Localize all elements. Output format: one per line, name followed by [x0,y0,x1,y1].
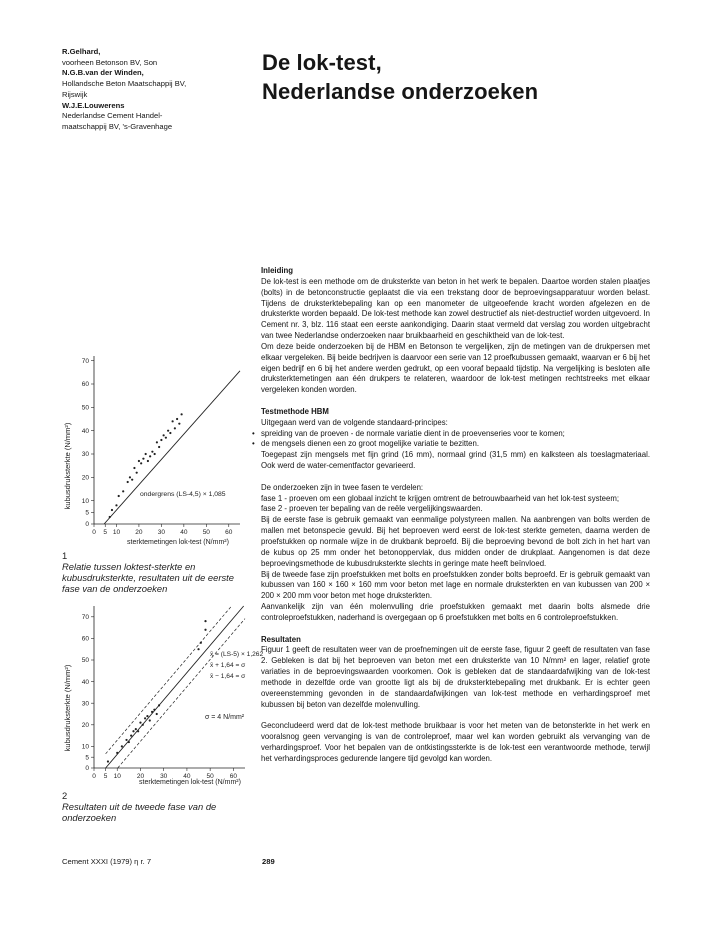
x-tick-label: 10 [113,773,121,780]
data-point [121,745,123,747]
data-point [181,413,183,415]
data-point [172,420,174,422]
data-point [140,462,142,464]
author-affiliation: maatschappij BV, 's-Gravenhage [62,121,173,131]
data-point [111,509,113,511]
figure-2-ylabel: kubusdruksterkte (N/mm²) [63,664,72,752]
section-heading-resultaten: Resultaten [261,634,301,644]
x-tick-label: 10 [112,529,121,536]
figure-2-sigma: σ = 4 N/mm² [205,714,245,721]
data-point [129,476,131,478]
paragraph: fase 2 - proeven ter bepaling van de reële vergelijkingswaarden. [261,504,483,514]
regression-line [104,371,240,524]
paragraph: De onderzoeken zijn in twee fasen te verdelen: [261,482,424,492]
data-point [149,455,151,457]
author-name: W.J.E.Louwerens [62,100,125,110]
bullet-item: • de mengsels dienen een zo groot mogelijke variatie te bezitten. [261,439,650,450]
data-point [136,472,138,474]
figure-1-caption: 1 Relatie tussen loktest-sterkte en kubusdruksterkte, resultaten uit de eerste fase van de onderzoeken [62,550,234,594]
x-tick-label: 0 [92,529,96,536]
y-tick-label: 5 [85,509,89,517]
y-tick-label: 30 [81,700,89,708]
paragraph: Bij de tweede fase zijn proefstukken met bolts en proefstukken zonder bolts beproefd. Er is gebruik gemaakt van kubussen van 160 × 160 × 160 mm voor beton met lage en normale druksterkten en van kubussen van 200 × 200 × 200 mm voor beton met hoge druksterkten. [261,569,650,601]
y-tick-label: 70 [81,357,89,365]
data-point [118,495,120,497]
figure-2-caption: 2 Resultaten uit de tweede fase van de onderzoeken [62,790,217,823]
data-point [156,713,158,715]
section-heading-inleiding: Inleiding [261,266,294,275]
y-tick-label: 60 [81,381,89,389]
title-line-1: De lok-test, [262,50,382,75]
author-affiliation: Hollandsche Beton Maatschappij BV, [62,79,187,89]
y-tick-label: 70 [81,614,89,621]
data-point [153,709,155,711]
paragraph: Figuur 1 geeft de resultaten weer van de proefnemingen uit de eerste fase, figuur 2 geeft de resultaten van fase 2. Gebleken is dat bij het beproeven van beton met een druksterkte van 10 N/mm² en lager, relatief grote variaties in de beproevingswaarden voorkomen. Ook is gebleken dat de standaardafwijking van de lok-test methode in dezelfde orde van grootte ligt als bij de druksterktebepaling met drukbank. Er is echter geen overeenstemming gevonden in de standaardafwijkingen van lok-test methode en verhardingsproef met kubussen bij beton van dezelfde molenvulling. [261,645,650,709]
x-tick-label: 0 [92,773,96,780]
author-affiliation: Nederlandse Cement Handel- [62,111,163,121]
page-number: 289 [262,857,275,866]
y-tick-label: 10 [81,497,89,505]
data-point [132,730,134,732]
data-point [128,741,130,743]
y-tick-label: 10 [81,743,89,751]
figure-2-chart [60,598,264,790]
data-point [115,504,117,506]
data-point [137,730,139,732]
author-affiliation: Rijswijk [62,89,88,99]
figure-number: 1 [62,550,68,561]
y-tick-label: 60 [81,635,89,643]
figure-1-ylabel: kubusdruksterkte (N/mm²) [63,422,72,510]
data-point [178,423,180,425]
y-tick-label: 5 [85,754,89,762]
author-affiliation: voorheen Betonson BV, Son [62,57,158,67]
data-point [176,418,178,420]
y-tick-label: 40 [81,678,89,686]
regression-line [118,619,245,768]
data-point [107,760,109,762]
x-tick-label: 20 [136,773,145,780]
data-point [127,481,129,483]
data-point [147,460,149,462]
data-point [135,728,137,730]
x-tick-label: 40 [183,773,191,780]
x-tick-label: 20 [135,529,143,536]
paragraph: fase 1 - proeven om een globaal inzicht te krijgen omtrent de betrouwbaarheid van het lok-test systeem; [261,493,619,503]
data-point [109,516,111,518]
x-tick-label: 30 [160,773,168,780]
paragraph: Toegepast zijn mengsels met fijn grind (16 mm), normaal grind (31,5 mm) en kalksteen als toeslagmateriaal. Ook werd de water-cementfactor gevarieerd. [261,450,650,471]
data-point [204,629,206,631]
figure-number: 2 [62,790,68,801]
data-point [154,453,156,455]
figure-2-legend-item: x̄ − 1,64 = σ [210,673,246,680]
author-name: N.G.B.van der Winden, [62,68,144,78]
data-point [197,648,199,650]
regression-line [106,606,244,768]
paragraph: Om deze beide onderzoeken bij de HBM en Betonson te vergelijken, zijn de metingen van de drukpersen met elkaar vergeleken. Bij beide bedrijven is daarvoor een serie van 12 proefkubussen gemaakt, waarvan er 6 bij het eigen bedrijf en 6 bij het andere werden gedrukt, op een vooraf bepaald tijdstip. Na vergelijking is besloten alle druksterktemetingen aan één drukpers te relateren, waardoor de lok-test metingen rechtstreeks met elkaar vergeleken konden worden. [261,341,650,395]
data-point [156,441,158,443]
body-column [261,266,650,765]
x-tick-label: 50 [202,529,210,536]
data-point [116,752,118,754]
paragraph: De lok-test is een methode om de druksterkte van beton in het werk te bepalen. Daartoe worden stalen plaatjes (bolts) in de betonconstructie geplaatst die via een trekstang door de beproevingsapparatuur worden belast. Tijdens de druksterktebepaling kan op een manometer de uitgeoefende kracht worden afgelezen en de druksterkte worden bepaald. De lok-test methode kan zowel destructief als niet-destructief worden uitgevoerd. In Cement nr. 3, blz. 116 staat een eerste aankondiging. Daarin staat vermeld dat verslag zou worden uitgebracht van twee Nederlandse onderzoeken naar bruikbaarheid en geschiktheid van de lok-test. [261,276,650,341]
data-point [167,430,169,432]
data-point [165,437,167,439]
data-point [204,620,206,622]
data-point [160,439,162,441]
x-tick-label: 50 [206,773,214,780]
data-point [144,717,146,719]
data-point [139,722,141,724]
y-tick-label: 50 [81,404,89,412]
x-tick-label: 5 [103,529,108,536]
data-point [130,735,132,737]
data-point [200,642,202,644]
paragraph: Geconcludeerd werd dat de lok-test methode bruikbaar is voor het meten van de betonsterkte in het werk en vooralsnog geen vervanging is van de controleproef, maar wel kan worden gebruikt als vervanging van de verhardingsproef. Voor het bepalen van de ontkistingssterkte is de lok-test een verantwoorde methode, terwijl het verhardingsproces gedurende langere tijd gevolgd kan worden. [261,721,650,763]
paragraph: Uitgegaan werd van de volgende standaard-principes: [261,417,448,427]
data-point [142,458,144,460]
data-point [151,451,153,453]
paragraph: Aanvankelijk zijn van één molenvulling drie proefstukken gemaakt met daarin bolts alsmede drie controleproefstukken, naderhand is overgegaan op 6 proefstukken met bolts en 6 controleproefstukken. [261,602,650,622]
y-tick-label: 0 [85,765,89,773]
y-tick-label: 20 [81,722,89,729]
section-heading-testmethode: Testmethode HBM [261,406,329,416]
x-tick-label: 40 [180,529,188,536]
data-point [174,427,176,429]
data-point [125,739,127,741]
figure-2-legend-item: x̄ = (LS-5) × 1,262 [210,651,264,658]
x-tick-label: 60 [229,773,238,780]
x-tick-label: 60 [225,529,233,536]
figure-2-xlabel: sterktemetingen lok-test (N/mm²) [139,779,241,786]
data-point [169,432,171,434]
data-point [131,479,133,481]
data-point [163,434,165,436]
data-point [145,453,147,455]
x-tick-label: 30 [157,529,166,536]
data-point [142,724,144,726]
author-block [62,47,242,133]
data-point [158,446,160,448]
y-tick-label: 0 [85,521,89,529]
author-name: R.Gelhard, [62,47,101,56]
y-tick-label: 30 [81,451,89,459]
data-point [158,704,160,706]
y-tick-label: 40 [81,427,89,435]
figure-1-xlabel: sterktemetingen lok-test (N/mm²) [127,539,229,546]
article-title [262,48,682,106]
y-tick-label: 50 [81,657,89,665]
figure-1-annotation: ondergrens (LS-4,5) × 1,085 [140,491,226,498]
x-tick-label: 5 [103,773,108,780]
data-point [151,711,153,713]
footer-journal: Cement XXXI (1979) η r. 7 [62,857,152,866]
data-point [138,460,140,462]
title-line-2: Nederlandse onderzoeken [262,79,539,104]
data-point [133,467,135,469]
data-point [122,490,124,492]
paragraph: Bij de eerste fase is gebruik gemaakt van eenmalige polystyreen mallen. Na aanbrengen van bolts werden de mallen met betonspecie gevuld. Bij het beproeven werd eerst de lok-test sterkte gemeten, daarna werden de proefstukken op normale wijze in de drukbank beproefd. Bij die beproeving bevond de bolt zich in het hart van de kubus op 25 mm onder het betonoppervlak, dus midden onder de drukplaat. Aangenomen is dat deze beproevingsmethode de kubusdruksterkte slechts in geringe mate heeft beïnvloed. [261,515,650,568]
bullet-item: • spreiding van de proeven - de normale variatie dient in de proevenseries voor te komen; [261,429,650,440]
figure-2-legend-item: x̄ + 1,64 = σ [210,662,246,669]
y-tick-label: 20 [81,474,89,482]
figure-1-chart [60,336,250,552]
data-point [149,719,151,721]
data-point [146,715,148,717]
